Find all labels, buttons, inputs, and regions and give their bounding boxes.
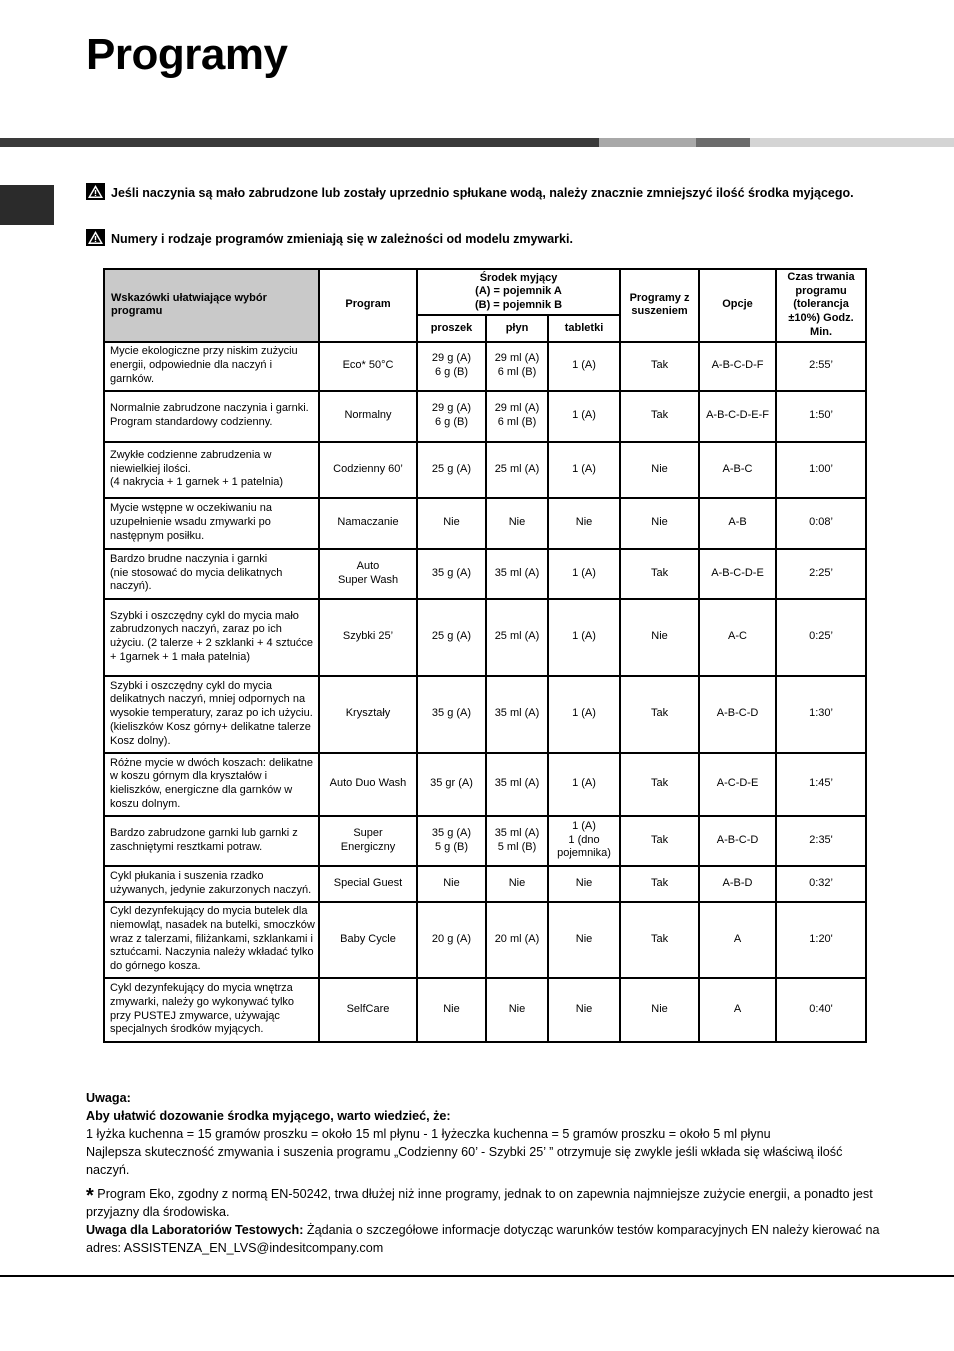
header-tablets: tabletki: [548, 315, 620, 341]
table-row: [104, 978, 866, 1042]
row-hint: Cykl płukania i suszenia rzadko używanych, jedynie zakurzonych naczyń.: [104, 866, 319, 902]
row-powder: 35 g (A): [417, 549, 486, 599]
row-program: Szybki 25’: [319, 599, 417, 676]
row-drying: Tak: [620, 753, 699, 816]
row-powder: 29 g (A) 6 g (B): [417, 342, 486, 391]
row-liquid: 20 ml (A): [486, 902, 548, 978]
table-row: [104, 866, 866, 902]
row-duration: 0:25’: [776, 599, 866, 676]
page-title: Programy: [86, 30, 288, 79]
row-liquid: 29 ml (A) 6 ml (B): [486, 391, 548, 442]
row-liquid: Nie: [486, 978, 548, 1042]
row-drying: Nie: [620, 442, 699, 498]
row-tablets: Nie: [548, 902, 620, 978]
row-program: Eco* 50°C: [319, 342, 417, 391]
header-detergent: Środek myjący (A) = pojemnik A (B) = pojemnik B: [417, 269, 620, 315]
lab-note: [86, 1221, 886, 1257]
warning-text: Numery i rodzaje programów zmieniają się w zależności od modelu zmywarki.: [111, 232, 573, 246]
table-row: [104, 676, 866, 753]
row-tablets: 1 (A): [548, 391, 620, 442]
row-powder: 35 g (A): [417, 676, 486, 753]
row-duration: 0:32’: [776, 866, 866, 902]
asterisk: *: [86, 1185, 94, 1207]
row-hint: Normalnie zabrudzone naczynia i garnki. Program standardowy codzienny.: [104, 391, 319, 442]
warning-1: [86, 183, 880, 202]
table-row: [104, 816, 866, 866]
row-powder: Nie: [417, 866, 486, 902]
row-liquid: 35 ml (A): [486, 549, 548, 599]
row-duration: 1:45’: [776, 753, 866, 816]
row-tablets: 1 (A): [548, 342, 620, 391]
row-liquid: 35 ml (A): [486, 753, 548, 816]
row-drying: Tak: [620, 391, 699, 442]
eco-note: [86, 1185, 886, 1221]
header-program: Program: [319, 269, 417, 342]
table-row: [104, 391, 866, 442]
row-program: Special Guest: [319, 866, 417, 902]
notes-subheading: Aby ułatwić dozowanie środka myjącego, warto wiedzieć, że:: [86, 1109, 451, 1123]
header-bar-dark: [0, 138, 599, 147]
header-bar-pale: [750, 138, 954, 147]
row-drying: Tak: [620, 902, 699, 978]
table-row: [104, 549, 866, 599]
row-program: Codzienny 60’: [319, 442, 417, 498]
bottom-rule: [0, 1275, 954, 1277]
row-duration: 2:55’: [776, 342, 866, 391]
row-tablets: 1 (A): [548, 676, 620, 753]
row-hint: Cykl dezynfekujący do mycia wnętrza zmywarki, należy go wykonywać tylko przy PUSTEJ zmywarce, używając specjalnych środków myjących.: [104, 978, 319, 1042]
row-powder: Nie: [417, 978, 486, 1042]
row-drying: Nie: [620, 978, 699, 1042]
row-duration: 2:25’: [776, 549, 866, 599]
row-program: Auto Duo Wash: [319, 753, 417, 816]
row-powder: 25 g (A): [417, 599, 486, 676]
header-bar-light: [599, 138, 696, 147]
row-program: Super Energiczny: [319, 816, 417, 866]
row-options: A-B-C-D-E: [699, 549, 776, 599]
row-drying: Tak: [620, 549, 699, 599]
row-liquid: Nie: [486, 866, 548, 902]
row-powder: 35 gr (A): [417, 753, 486, 816]
row-drying: Tak: [620, 866, 699, 902]
table-row: [104, 599, 866, 676]
row-liquid: 29 ml (A) 6 ml (B): [486, 342, 548, 391]
row-duration: 2:35': [776, 816, 866, 866]
row-program: SelfCare: [319, 978, 417, 1042]
warning-2: [86, 229, 880, 248]
row-options: A-C-D-E: [699, 753, 776, 816]
row-liquid: 25 ml (A): [486, 599, 548, 676]
row-powder: Nie: [417, 498, 486, 549]
row-drying: Tak: [620, 816, 699, 866]
row-tablets: 1 (A): [548, 753, 620, 816]
table-row: [104, 902, 866, 978]
row-drying: Tak: [620, 342, 699, 391]
row-duration: 1:00’: [776, 442, 866, 498]
row-drying: Nie: [620, 498, 699, 549]
programs-table: [103, 268, 867, 1043]
row-options: A-B-C-D: [699, 676, 776, 753]
row-options: A-B-C: [699, 442, 776, 498]
eco-note-text: Program Eko, zgodny z normą EN-50242, trwa dłużej niż inne programy, jednak to on zapewnia najmniejsze zużycie energii, a ponadto jest przyjazny dla środowiska.: [86, 1187, 873, 1219]
header-bar-mid: [696, 138, 750, 147]
row-options: A: [699, 978, 776, 1042]
header-liquid: płyn: [486, 315, 548, 341]
header-drying: Programy z suszeniem: [620, 269, 699, 342]
table-row: [104, 498, 866, 549]
notes-line-2: Najlepsza skuteczność zmywania i suszenia programu „Codzienny 60’ - Szybki 25’ ” otrzymuje się zwykle jeśli wkłada się właściwą ilość naczyń.: [86, 1145, 843, 1177]
row-tablets: Nie: [548, 978, 620, 1042]
row-hint: Szybki i oszczędny cykl do mycia delikatnych naczyń, mniej odpornych na wysokie temperatury, zaraz po ich użyciu. (kieliszków Kosz górny+ delikatne talerze Kosz dolny).: [104, 676, 319, 753]
row-hint: Mycie ekologiczne przy niskim zużyciu energii, odpowiednie dla naczyń i garnków.: [104, 342, 319, 391]
row-program: Namaczanie: [319, 498, 417, 549]
row-powder: 29 g (A) 6 g (B): [417, 391, 486, 442]
row-liquid: Nie: [486, 498, 548, 549]
row-options: A-B: [699, 498, 776, 549]
row-tablets: Nie: [548, 866, 620, 902]
table-row: [104, 342, 866, 391]
header-hint: Wskazówki ułatwiające wybór programu: [104, 269, 319, 342]
row-hint: Różne mycie w dwóch koszach: delikatne w koszu górnym dla kryształów i kieliszków, energiczne dla garnków w koszu dolnym.: [104, 753, 319, 816]
warning-triangle-icon: [86, 183, 105, 200]
header-duration: Czas trwania programu (tolerancja ±10%) Godz. Min.: [776, 269, 866, 342]
row-hint: Szybki i oszczędny cykl do mycia mało zabrudzonych naczyń, zaraz po ich użyciu. (2 talerze + 2 szklanki + 4 sztućce + 1garnek + 1 mała patelnia): [104, 599, 319, 676]
notes: [86, 1089, 886, 1257]
row-tablets: 1 (A): [548, 442, 620, 498]
header-powder: proszek: [417, 315, 486, 341]
side-tab: [0, 185, 54, 225]
lab-note-label: Uwaga dla Laboratoriów Testowych:: [86, 1223, 304, 1237]
row-hint: Bardzo brudne naczynia i garnki (nie stosować do mycia delikatnych naczyń).: [104, 549, 319, 599]
lab-note-text: Żądania o szczegółowe informacje dotycząc warunków testów komparacyjnych EN należy kierować na adres: ASSISTENZA_EN_LVS@indesitcompany.com: [86, 1223, 880, 1255]
row-options: A: [699, 902, 776, 978]
row-liquid: 35 ml (A) 5 ml (B): [486, 816, 548, 866]
row-options: A-C: [699, 599, 776, 676]
row-duration: 0:08’: [776, 498, 866, 549]
row-hint: Mycie wstępne w oczekiwaniu na uzupełnienie wsadu zmywarki po następnym posiłku.: [104, 498, 319, 549]
warning-triangle-icon: [86, 229, 105, 246]
row-drying: Tak: [620, 676, 699, 753]
row-hint: Zwykłe codzienne zabrudzenia w niewielkiej ilości. (4 nakrycia + 1 garnek + 1 patelnia): [104, 442, 319, 498]
row-powder: 35 g (A) 5 g (B): [417, 816, 486, 866]
row-duration: 1:50’: [776, 391, 866, 442]
row-tablets: Nie: [548, 498, 620, 549]
row-program: Normalny: [319, 391, 417, 442]
notes-heading: Uwaga:: [86, 1091, 131, 1105]
row-tablets: 1 (A) 1 (dno pojemnika): [548, 816, 620, 866]
row-tablets: 1 (A): [548, 549, 620, 599]
row-duration: 1:30’: [776, 676, 866, 753]
row-program: Baby Cycle: [319, 902, 417, 978]
row-hint: Cykl dezynfekujący do mycia butelek dla niemowląt, nasadek na butelki, smoczków wraz z talerzami, filiżankami, szklankami i sztućcami. Naczynia należy wkładać tylko do górnego kosza.: [104, 902, 319, 978]
notes-line-1: 1 łyżka kuchenna = 15 gramów proszku = około 15 ml płynu - 1 łyżeczka kuchenna = 5 gramów proszku = około 5 ml płynu: [86, 1127, 771, 1141]
table-row: [104, 753, 866, 816]
row-tablets: 1 (A): [548, 599, 620, 676]
row-drying: Nie: [620, 599, 699, 676]
row-options: A-B-D: [699, 866, 776, 902]
row-powder: 25 g (A): [417, 442, 486, 498]
table-row: [104, 442, 866, 498]
row-options: A-B-C-D: [699, 816, 776, 866]
row-powder: 20 g (A): [417, 902, 486, 978]
warning-text: Jeśli naczynia są mało zabrudzone lub zostały uprzednio spłukane wodą, należy znacznie zmniejszyć ilość środka myjącego.: [111, 186, 854, 200]
row-options: A-B-C-D-F: [699, 342, 776, 391]
row-options: A-B-C-D-E-F: [699, 391, 776, 442]
row-liquid: 35 ml (A): [486, 676, 548, 753]
row-duration: 0:40': [776, 978, 866, 1042]
row-program: Auto Super Wash: [319, 549, 417, 599]
header-options: Opcje: [699, 269, 776, 342]
row-hint: Bardzo zabrudzone garnki lub garnki z zaschniętymi resztkami potraw.: [104, 816, 319, 866]
row-liquid: 25 ml (A): [486, 442, 548, 498]
row-program: Kryształy: [319, 676, 417, 753]
row-duration: 1:20': [776, 902, 866, 978]
